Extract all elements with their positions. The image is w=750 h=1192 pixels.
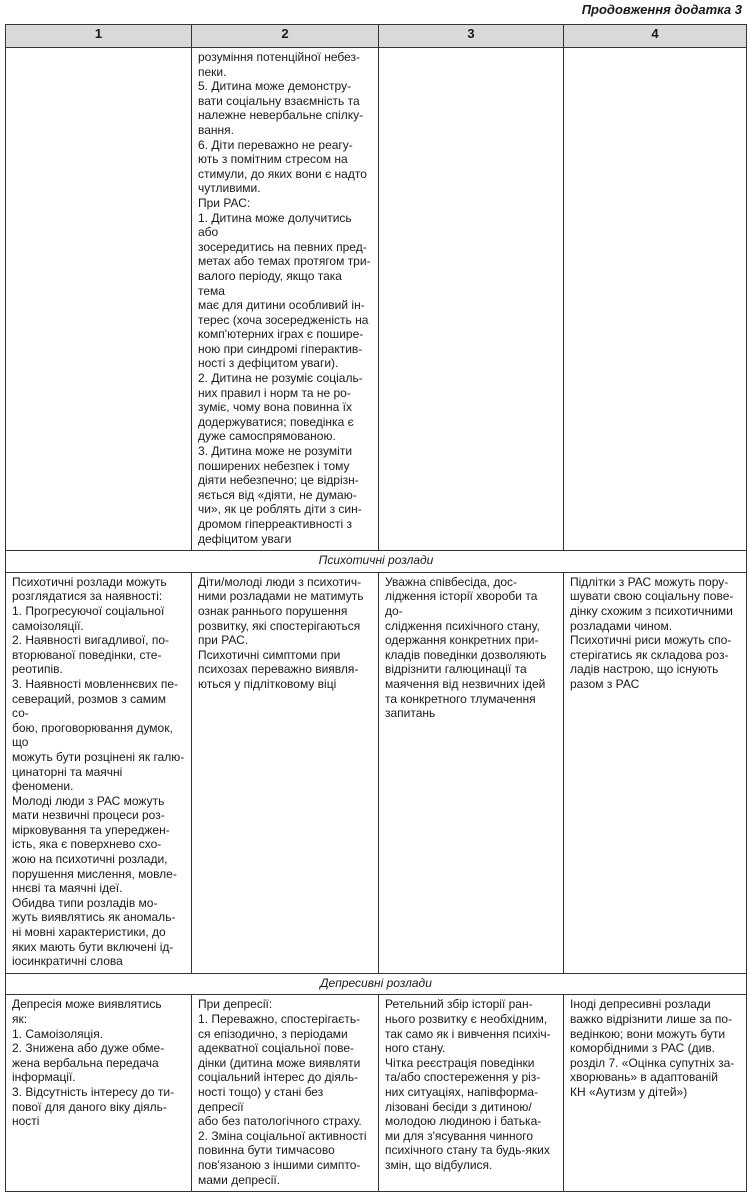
continuation-row: [6, 48, 747, 551]
column-header-1: 1: [6, 25, 192, 48]
column-header-2: 2: [192, 25, 379, 48]
depressive-row: [6, 995, 747, 1192]
cell-depressive-col4: Іноді депресивні розлади важко відрізнити лише за по- ведінкою; вони можуть бути коморбідними з РАС (див. розділ 7. «Оцінка супутніх за- хворювань» в адаптованій КН «Аутизм у дітей»): [564, 995, 747, 1192]
cell-psychotic-col3: Уважна співбесіда, дос- лідження історії хвороби та до- слідження психічного стану, одержання конкретних при- кладів поведінки дозволяють відрізнити галюцинації та маячення від незвичних ідей та конкретного тлумачення запитань: [379, 572, 564, 973]
cell-psychotic-col2: Діти/молоді люди з психотич- ними розладами не матимуть ознак раннього порушення розвитку, які спостерігаються при РАС. Психотичні симптоми при психозах переважно виявля- ються у підлітковому віці: [192, 572, 379, 973]
comparison-table: [5, 24, 747, 1192]
section-row-psychotic: [6, 551, 747, 573]
cell-cont-col1: [6, 48, 192, 551]
cell-cont-col2: розуміння потенційної небез- пеки. 5. Дитина може демонстру- вати соціальну взаємність та належне невербальне спілку- вання. 6. Діти переважно не реагу- ють з помітним стресом на стимули, до яких вони є надто чутливими. При РАС: 1. Дитина може долучитись або зосередитись на певних пред- метах або темах протягом три- валого періоду, якщо така тема має для дитини особливий ін- терес (хоча зосередженість на комп'ютерних іграх є пошире- ною при синдромі гіперактив- ності з дефіцитом уваги). 2. Дитина не розуміє соціаль- них правил і норм та не ро- зуміє, чому вона повинна їх додержуватися; поведінка є дуже самоспрямованою. 3. Дитина може не розуміти поширених небезпек і тому діяти небезпечно; це відрізн- яється від «діяти, не думаю- чи», як це роблять діти з син- дромом гіперреактивності з дефіцитом уваги: [192, 48, 379, 551]
cell-cont-col3: [379, 48, 564, 551]
cell-cont-col4: [564, 48, 747, 551]
cell-psychotic-col1: Психотичні розлади можуть розглядатися за наявності: 1. Прогресуючої соціальної самоізоляції. 2. Наявності вигадливої, по- вторюваної поведінки, сте- реотипів. 3. Наявності мовленнєвих пе- севераций, розмов з самим со- бою, проговорювання думок, що можуть бути розцінені як галю- цинаторні та маячні феномени. Молоді люди з РАС можуть мати незвичні процеси роз- мірковування та упереджен- ість, яка є поверхнево схо- жою на психотичні розлади, порушення мислення, мовле- ннєві та маячні ідеї. Обидва типи розладів мо- жуть виявлятись як аномаль- ні мовні характеристики, до яких мають бути включені ід- іосинкратичні слова: [6, 572, 192, 973]
section-title-depressive: Депресивні розлади: [6, 973, 747, 995]
cell-depressive-col1: Депресія може виявлятись як: 1. Самоізоляція. 2. Знижена або дуже обме- жена вербальна передача інформації. 3. Відсутність інтересу до ти- пової для даного віку діяль- ності: [6, 995, 192, 1192]
section-title-psychotic: Психотичні розлади: [6, 551, 747, 573]
section-row-depressive: [6, 973, 747, 995]
header-row: [6, 25, 747, 48]
psychotic-row: [6, 572, 747, 973]
column-header-4: 4: [564, 25, 747, 48]
column-header-3: 3: [379, 25, 564, 48]
cell-depressive-col3: Ретельний збір історії ран- нього розвитку є необхідним, так само як і вивчення психіч- ного стану. Чітка реєстрація поведінки та/або спостереження у різ- них ситуаціях, напівформа- лізовані бесіди з дитиною/ молодою людиною і батька- ми для з'ясування чинного психічного стану та будь-яких змін, що відбулися.: [379, 995, 564, 1192]
cell-psychotic-col4: Підлітки з РАС можуть пору- шувати свою соціальну пове- дінку схожим з психотичними розладами чином. Психотичні риси можуть спо- стерігатись як складова роз- ладів настрою, що існують разом з РАС: [564, 572, 747, 973]
page-header: Продовження додатка 3: [581, 2, 742, 17]
cell-depressive-col2: При депресії: 1. Переважно, спостерігаєть- ся епізодично, з періодами адекватної соціальної пове- дінки (дитина може виявляти соціальний інтерес до діяль- ності тощо) у стані без депресії або без патологічного страху. 2. Зміна соціальної активності повинна бути тимчасово пов'язаною з іншими симпто- мами депресії.: [192, 995, 379, 1192]
